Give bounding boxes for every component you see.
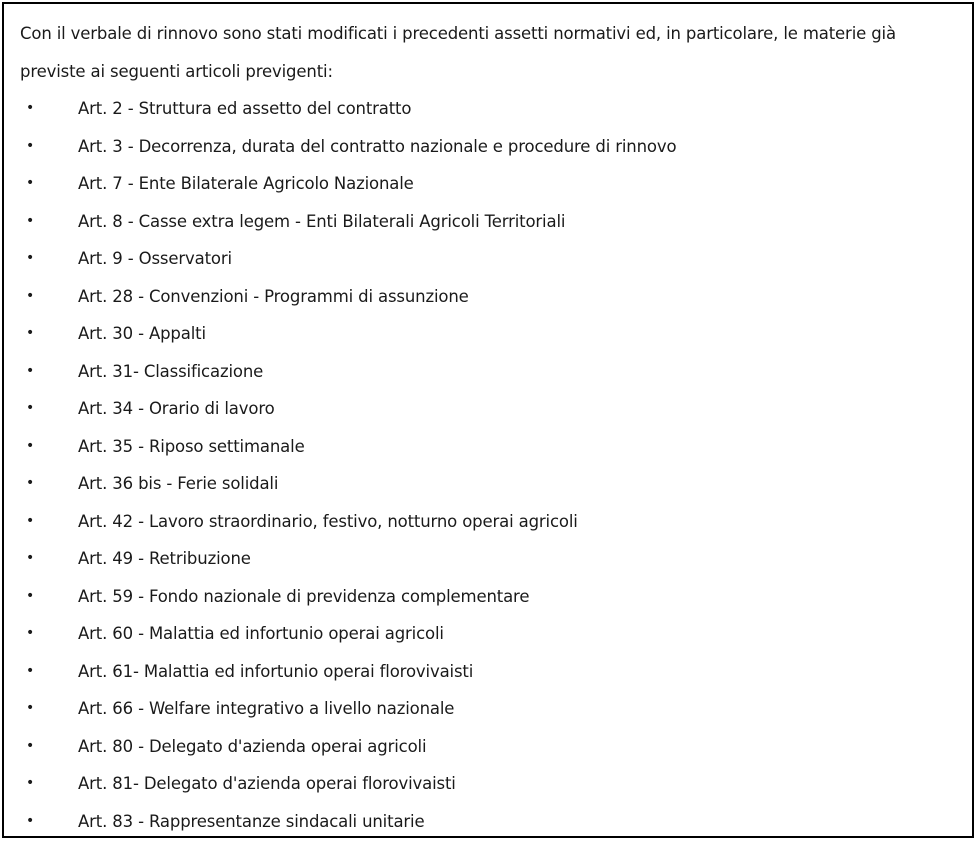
bullet-icon: • bbox=[25, 250, 35, 266]
bullet-icon: • bbox=[25, 437, 35, 454]
bullet-icon: • bbox=[25, 587, 35, 604]
bullet-icon: • bbox=[25, 512, 35, 529]
bullet-icon: • bbox=[25, 175, 35, 191]
bullet-icon: • bbox=[25, 625, 35, 641]
bullet-icon: • bbox=[25, 287, 35, 304]
bullet-icon: • bbox=[25, 325, 35, 341]
list-item bbox=[20, 353, 962, 391]
article-item-text: Art. 31- Classificazione bbox=[78, 361, 264, 381]
list-item bbox=[20, 165, 962, 203]
article-item-text: Art. 83 - Rappresentanze sindacali unitarie bbox=[78, 811, 425, 831]
list-item bbox=[20, 278, 962, 316]
list-item bbox=[20, 203, 962, 241]
article-item-text: Art. 30 - Appalti bbox=[78, 324, 206, 343]
list-item bbox=[20, 803, 962, 841]
list-item bbox=[20, 503, 962, 541]
list-item bbox=[20, 390, 962, 428]
bullet-icon: • bbox=[25, 700, 35, 716]
intro-paragraph: Con il verbale di rinnovo sono stati modificati i precedenti assetti normativi ed, in particolare, le materie già previste ai seguenti articoli previgenti: bbox=[20, 24, 896, 81]
article-item-text: Art. 2 - Struttura ed assetto del contratto bbox=[78, 99, 412, 118]
bullet-icon: • bbox=[25, 100, 35, 116]
article-item-text: Art. 28 - Convenzioni - Programmi di assunzione bbox=[78, 286, 469, 306]
article-item-text: Art. 36 bis - Ferie solidali bbox=[78, 474, 279, 493]
bullet-icon: • bbox=[25, 775, 35, 791]
bullet-icon: • bbox=[25, 400, 35, 416]
bullet-icon: • bbox=[25, 550, 35, 566]
bullet-icon: • bbox=[25, 812, 35, 829]
article-item-text: Art. 42 - Lavoro straordinario, festivo, notturno operai agricoli bbox=[78, 511, 578, 531]
article-item-text: Art. 8 - Casse extra legem - Enti Bilaterali Agricoli Territoriali bbox=[78, 211, 566, 231]
article-item-text: Art. 9 - Osservatori bbox=[78, 249, 232, 268]
article-item-text: Art. 34 - Orario di lavoro bbox=[78, 399, 275, 418]
list-item bbox=[20, 315, 962, 353]
article-item-text: Art. 81- Delegato d'azienda operai florovivaisti bbox=[78, 774, 456, 793]
article-list bbox=[20, 90, 962, 840]
article-item-text: Art. 80 - Delegato d'azienda operai agricoli bbox=[78, 736, 427, 756]
bullet-icon: • bbox=[25, 737, 35, 754]
bullet-icon: • bbox=[25, 475, 35, 491]
article-item-text: Art. 3 - Decorrenza, durata del contratto nazionale e procedure di rinnovo bbox=[78, 136, 677, 156]
list-item bbox=[20, 428, 962, 466]
article-item-text: Art. 7 - Ente Bilaterale Agricolo Nazionale bbox=[78, 174, 414, 193]
bullet-icon: • bbox=[25, 362, 35, 379]
list-item bbox=[20, 765, 962, 803]
list-item bbox=[20, 653, 962, 691]
article-item-text: Art. 49 - Retribuzione bbox=[78, 549, 251, 568]
list-item bbox=[20, 465, 962, 503]
document-frame bbox=[2, 2, 974, 838]
list-item bbox=[20, 578, 962, 616]
list-item bbox=[20, 615, 962, 653]
article-item-text: Art. 66 - Welfare integrativo a livello nazionale bbox=[78, 699, 455, 718]
bullet-icon: • bbox=[25, 212, 35, 229]
list-item bbox=[20, 540, 962, 578]
article-item-text: Art. 59 - Fondo nazionale di previdenza complementare bbox=[78, 586, 530, 606]
article-item-text: Art. 60 - Malattia ed infortunio operai agricoli bbox=[78, 624, 444, 643]
article-item-text: Art. 35 - Riposo settimanale bbox=[78, 436, 305, 456]
list-item bbox=[20, 128, 962, 166]
document-content bbox=[20, 15, 962, 840]
bullet-icon: • bbox=[25, 662, 35, 679]
list-item bbox=[20, 90, 962, 128]
article-item-text: Art. 61- Malattia ed infortunio operai florovivaisti bbox=[78, 661, 474, 681]
list-item bbox=[20, 690, 962, 728]
list-item bbox=[20, 240, 962, 278]
bullet-icon: • bbox=[25, 137, 35, 154]
list-item bbox=[20, 728, 962, 766]
